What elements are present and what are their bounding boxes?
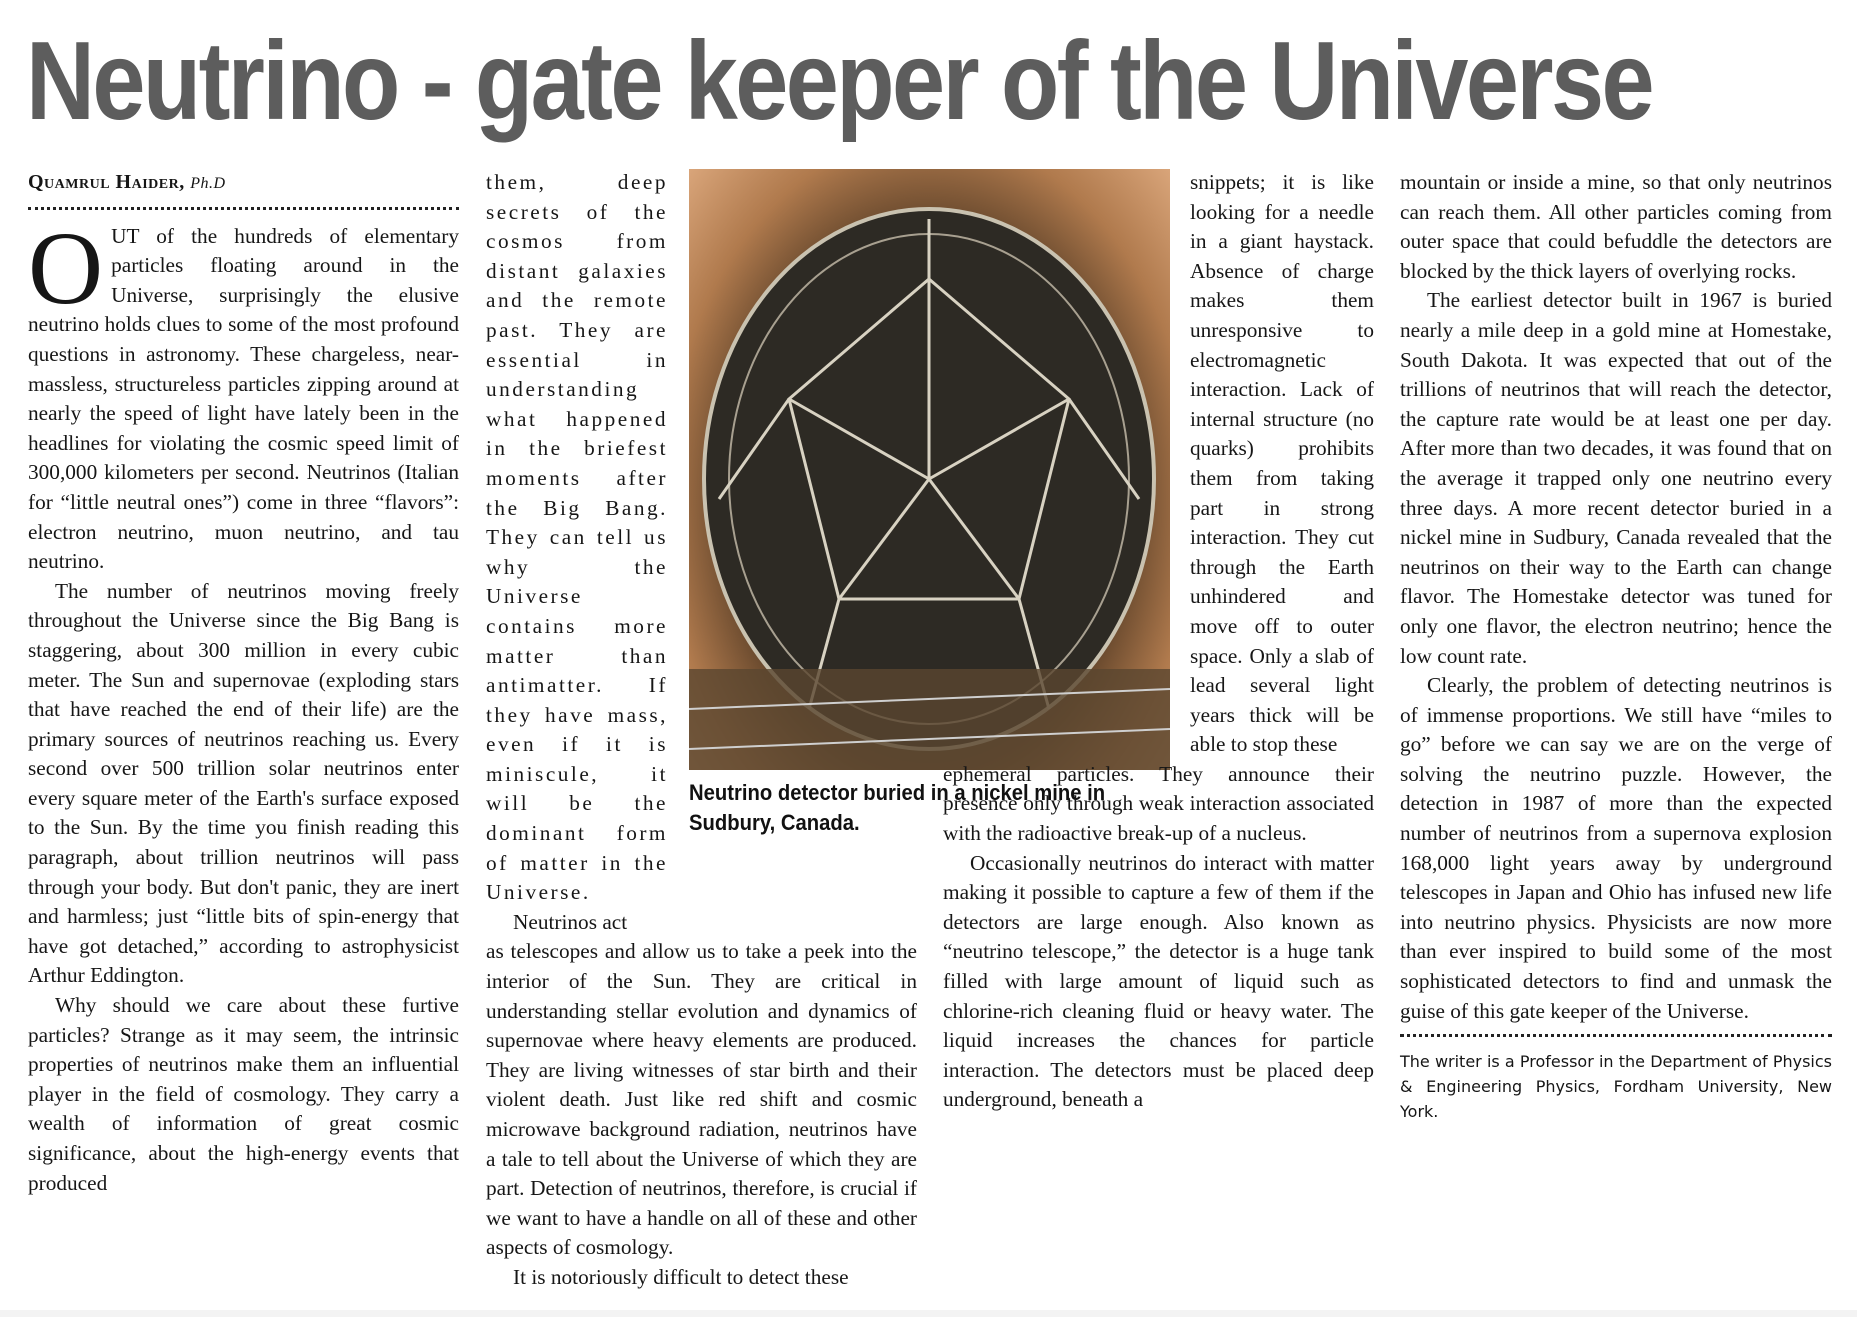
paragraph: mountain or inside a mine, so that only neutrinos can reach them. All other particles coming from outer space that could befuddle the detectors are blocked by the thick layers of overlying rocks.: [1400, 170, 1832, 283]
paragraph: snippets; it is like looking for a needle in a giant haystack. Absence of charge makes them unresponsive to electromagnetic interaction. Lack of internal structure (no quarks) prohibits them from taking part in strong interaction. They cut through the Earth unhindered and move off to outer space. Only a slab of lead several light years thick will be able to stop these: [1190, 170, 1374, 757]
headline: Neutrino - gate keeper of the Universe: [26, 19, 1652, 143]
dotted-divider: [1400, 1034, 1832, 1037]
paragraph: Occasionally neutrinos do interact with matter making it possible to capture a few of them if the detectors are large enough. Also known as “neutrino telescope,” the detector is a huge tank filled with large amount of liquid such as chlorine-rich cleaning fluid or heavy water. The liquid increases the chances for particle interaction. The detectors must be placed deep underground, beneath a: [943, 850, 1374, 1112]
author-name: Quamrul Haider,: [28, 171, 185, 193]
dotted-divider: [28, 207, 459, 210]
photo-caption: Neutrino detector buried in a nickel mine in Sudbury, Canada.: [689, 780, 1106, 835]
author-degree: Ph.D: [190, 175, 226, 192]
paragraph-text: UT of the hundreds of elementary particles floating around in the Universe, surprisingly the elusive neutrino holds clues to some of the most profound questions in astronomy. These chargeless, near-massless, structureless particles zipping around at nearly the speed of light have lately been in the headlines for violating the cosmic speed limit of 300,000 kilometers per second. Neutrinos (Italian for “little neutral ones”) come in three “flavors”: electron neutrino, muon neutrino, and tau neutrino.: [28, 223, 459, 574]
paragraph: Clearly, the problem of detecting neutrinos is of immense proportions. We still have “miles to go” before we can say we are on the verge of solving the neutrino puzzle. However, the detection in 1987 of more than the expected number of neutrinos from a supernova explosion 168,000 light years away by underground telescopes in Japan and Ohio has infused new life into neutrino physics. Physicists are now more than ever inspired to build some of the most sophisticated detectors to find and unmask the guise of this gate keeper of the Universe.: [1400, 673, 1832, 1023]
paragraph: [28, 210, 459, 577]
paragraph: Why should we care about these furtive particles? Strange as it may seem, the intrinsic properties of neutrinos make them an influential player in the field of cosmology. They carry a wealth of information of great cosmic significance, about the high-energy events that produced: [28, 993, 459, 1195]
column-1: [28, 168, 459, 1198]
byline: [28, 168, 459, 199]
paragraph: It is notoriously difficult to detect these: [513, 1264, 849, 1289]
paragraph: The earliest detector built in 1967 is buried nearly a mile deep in a gold mine at Homestake, South Dakota. It was expected that out of the trillions of neutrinos that will reach the detector, the capture rate would be at least one per day. After more than two decades, it was found that on the average it trapped only one neutrino every three days. A more recent detector buried in a nickel mine in Sudbury, Canada revealed that the neutrinos on their way to the Earth can change flavor. The Homestake detector was tuned for only one flavor, the electron neutrino; hence the low count rate.: [1400, 288, 1832, 668]
drop-cap: O: [28, 210, 104, 326]
page-edge: [0, 1310, 1857, 1317]
paragraph: The number of neutrinos moving freely throughout the Universe since the Big Bang is staggering, about 300 million in every cubic meter. The Sun and supernovae (exploding stars that have reached the end of their life) are the primary sources of neutrinos reaching us. Every second over 500 trillion solar neutrinos enter every square meter of the Earth's surface exposed to the Sun. By the time you finish reading this paragraph, about trillion neutrinos will pass through your body. But don't panic, they are inert and harmless; just “little bits of spin-energy that have got detached,” according to astrophysicist Arthur Eddington.: [28, 578, 459, 988]
paragraph: Neutrinos act: [513, 909, 628, 934]
paragraph: as telescopes and allow us to take a peek into the interior of the Sun. They are critical in understanding stellar evolution and dynamics of supernovae where heavy elements are produced. They are living witnesses of star birth and their violent death. Just like red shift and cosmic microwave background radiation, neutrinos have a tale to tell about the Universe of which they are part. Detection of neutrinos, therefore, is crucial if we want to have a handle on all of these and other aspects of cosmology.: [486, 939, 917, 1260]
column-4: [1400, 168, 1832, 1124]
column-3: [943, 168, 1374, 1115]
paragraph: them, deep secrets of the cosmos from distant galaxies and the remote past. They are essential in understanding what happened in the briefest moments after the Big Bang. They can tell us why the Universe contains more matter than antimatter. If they have mass, even if it is miniscule, it will be the dominant form of matter in the Universe.: [486, 170, 668, 905]
paragraph: ephemeral particles. They announce their presence only through weak interaction associated with the radioactive break-up of a nucleus.: [943, 761, 1374, 846]
author-note: The writer is a Professor in the Department of Physics & Engineering Physics, Fordham University, New York.: [1400, 1052, 1832, 1122]
